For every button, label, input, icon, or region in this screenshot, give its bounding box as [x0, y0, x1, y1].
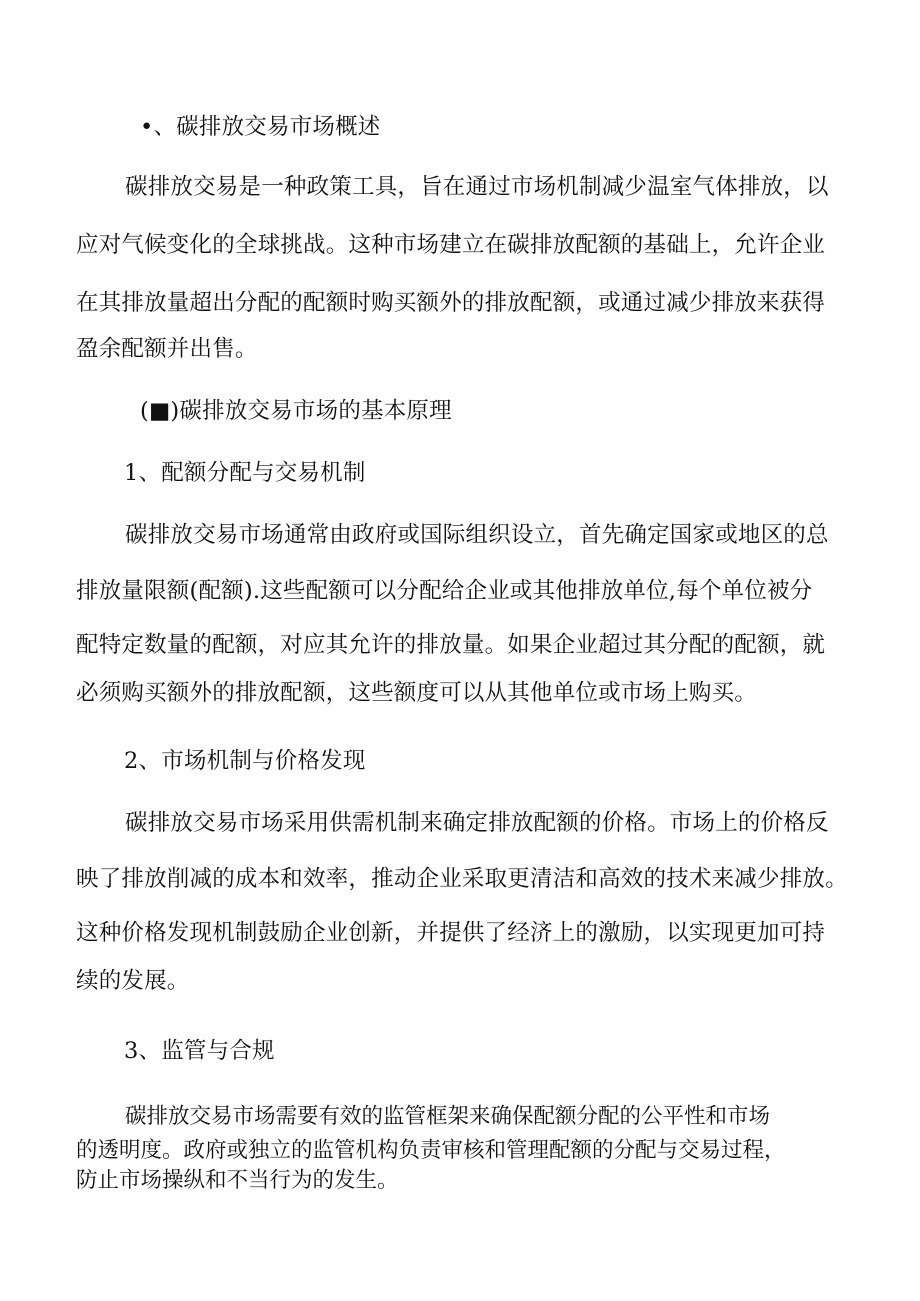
section-title: (■)碳排放交易市场的基本原理	[140, 398, 452, 424]
paragraph-line: 必须购买额外的排放配额，这些额度可以从其他单位或市场上购买。	[76, 680, 758, 706]
subsection-title: 1、配额分配与交易机制	[124, 460, 366, 486]
paragraph-line: 碳排放交易市场通常由政府或国际组织设立，首先确定国家或地区的总	[125, 522, 829, 548]
paragraph-line: 配特定数量的配额，对应其允许的排放量。如果企业超过其分配的配额，就	[76, 632, 826, 658]
paragraph-line: 应对气候变化的全球挑战。这种市场建立在碳排放配额的基础上，允许企业	[76, 232, 826, 258]
paragraph-line: 碳排放交易市场需要有效的监管框架来确保配额分配的公平性和市场	[125, 1104, 771, 1129]
paragraph-line: 在其排放量超出分配的配额时购买额外的排放配额，或通过减少排放来获得	[76, 290, 826, 316]
subsection-title: 2、市场机制与价格发现	[124, 748, 366, 774]
paragraph-line: 映了排放削减的成本和效率，推动企业采取更清洁和高效的技术来减少排放。	[76, 866, 848, 892]
paragraph-line: 碳排放交易是一种政策工具，旨在通过市场机制减少温室气体排放，以	[125, 174, 829, 200]
paragraph-line: 碳排放交易市场采用供需机制来确定排放配额的价格。市场上的价格反	[125, 810, 829, 836]
paragraph-line: 续的发展。	[76, 968, 190, 994]
paragraph-line: 的透明度。政府或独立的监管机构负责审核和管理配额的分配与交易过程，	[76, 1138, 786, 1163]
paragraph-line: 这种价格发现机制鼓励企业创新，并提供了经济上的激励，以实现更加可持	[76, 920, 826, 946]
subsection-title: 3、监管与合规	[124, 1038, 275, 1064]
document-heading: •、碳排放交易市场概述	[140, 114, 381, 140]
paragraph-line: 防止市场操纵和不当行为的发生。	[76, 1168, 399, 1193]
paragraph-line: 盈余配额并出售。	[76, 336, 258, 362]
paragraph-line: 排放量限额(配额).这些配额可以分配给企业或其他排放单位,每个单位被分	[76, 578, 813, 604]
